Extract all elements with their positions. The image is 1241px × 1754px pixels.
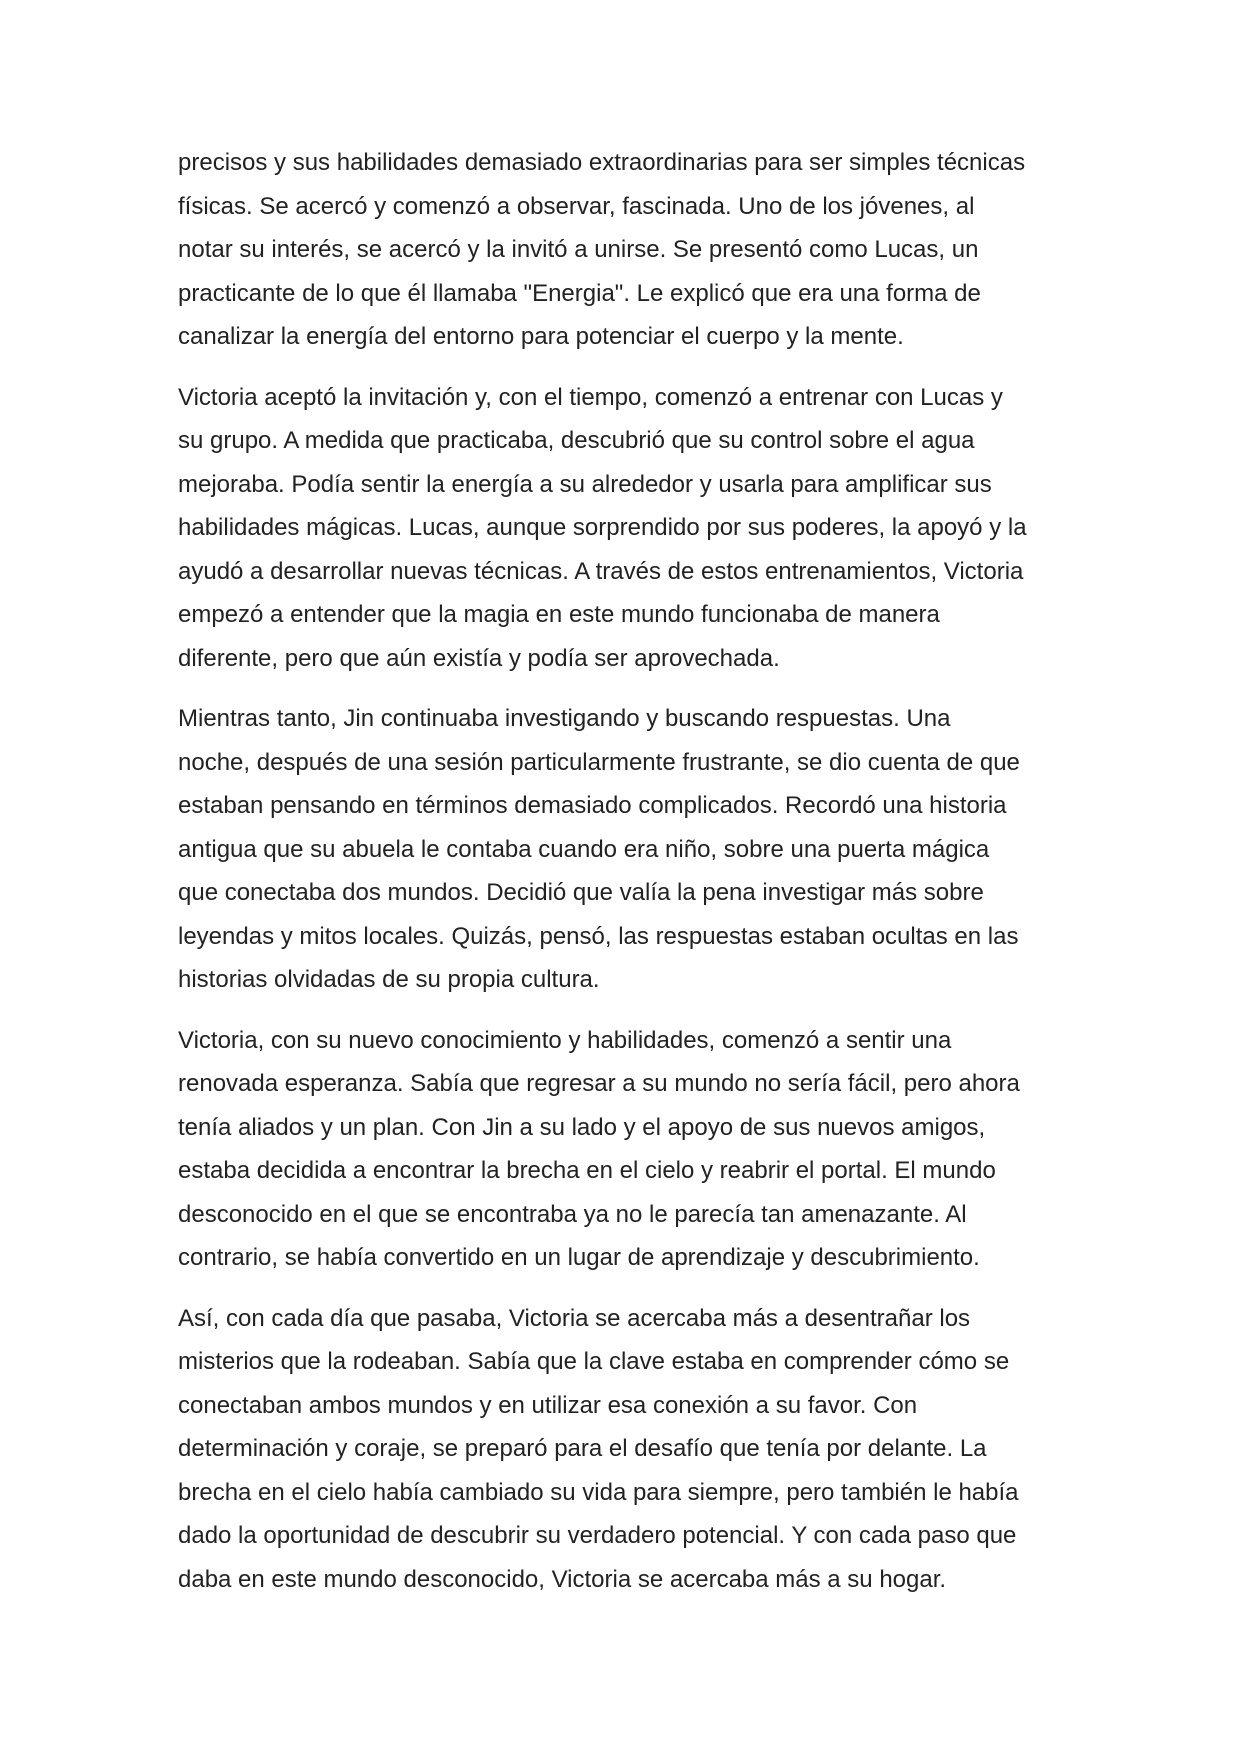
paragraph-1 xyxy=(178,141,1078,359)
paragraph-4 xyxy=(178,1019,1078,1280)
text-line: notar su interés, se acercó y la invitó a unirse. Se presentó como Lucas, un xyxy=(178,236,979,263)
text-line: Victoria, con su nuevo conocimiento y habilidades, comenzó a sentir una xyxy=(178,1026,952,1054)
text-line: antigua que su abuela le contaba cuando era niño, sobre una puerta mágica xyxy=(178,835,990,863)
text-line: historias olvidadas de su propia cultura. xyxy=(178,966,600,993)
text-line: Mientras tanto, Jin continuaba investigando y buscando respuestas. Una xyxy=(178,705,951,732)
text-line: misterios que la rodeaban. Sabía que la clave estaba en comprender cómo se xyxy=(178,1348,1010,1375)
text-line: noche, después de una sesión particularmente frustrante, se dio cuenta de que xyxy=(178,748,1020,776)
text-line: determinación y coraje, se preparó para el desafío que tenía por delante. La xyxy=(178,1435,987,1462)
text-line: leyendas y mitos locales. Quizás, pensó, las respuestas estaban ocultas en las xyxy=(178,922,1019,950)
text-line: Victoria aceptó la invitación y, con el tiempo, comenzó a entrenar con Lucas y xyxy=(178,383,1003,411)
text-line: estaban pensando en términos demasiado complicados. Recordó una historia xyxy=(178,792,1007,819)
paragraph-3 xyxy=(178,697,1078,1002)
text-line: empezó a entender que la magia en este mundo funcionaba de manera xyxy=(178,601,940,628)
text-line: físicas. Se acercó y comenzó a observar, fascinada. Uno de los jóvenes, al xyxy=(178,192,975,220)
text-line: dado la oportunidad de descubrir su verdadero potencial. Y con cada paso que xyxy=(178,1522,1017,1549)
document-body xyxy=(178,141,1078,1618)
text-line: contrario, se había convertido en un lugar de aprendizaje y descubrimiento. xyxy=(178,1244,980,1271)
text-line: su grupo. A medida que practicaba, descubrió que su control sobre el agua xyxy=(178,427,975,454)
text-line: mejoraba. Podía sentir la energía a su alrededor y usarla para amplificar sus xyxy=(178,470,992,498)
text-line: daba en este mundo desconocido, Victoria se acercaba más a su hogar. xyxy=(178,1565,947,1593)
paragraph-2 xyxy=(178,376,1078,681)
text-line: renovada esperanza. Sabía que regresar a su mundo no sería fácil, pero ahora xyxy=(178,1070,1020,1097)
text-line: brecha en el cielo había cambiado su vida para siempre, pero también le había xyxy=(178,1478,1019,1506)
text-line: diferente, pero que aún existía y podía ser aprovechada. xyxy=(178,644,780,672)
text-line: habilidades mágicas. Lucas, aunque sorprendido por sus poderes, la apoyó y la xyxy=(178,514,1027,541)
text-line: practicante de lo que él llamaba "Energia". Le explicó que era una forma de xyxy=(178,279,981,307)
text-line: canalizar la energía del entorno para potenciar el cuerpo y la mente. xyxy=(178,323,904,350)
text-line: Así, con cada día que pasaba, Victoria se acercaba más a desentrañar los xyxy=(178,1304,971,1332)
text-line: estaba decidida a encontrar la brecha en el cielo y reabrir el portal. El mundo xyxy=(178,1157,996,1184)
text-line: conectaban ambos mundos y en utilizar esa conexión a su favor. Con xyxy=(178,1391,918,1419)
text-line: tenía aliados y un plan. Con Jin a su lado y el apoyo de sus nuevos amigos, xyxy=(178,1113,986,1141)
text-line: que conectaba dos mundos. Decidió que valía la pena investigar más sobre xyxy=(178,879,984,906)
text-line: ayudó a desarrollar nuevas técnicas. A través de estos entrenamientos, Victoria xyxy=(178,557,1024,585)
text-line: precisos y sus habilidades demasiado extraordinarias para ser simples técnicas xyxy=(178,149,1026,176)
paragraph-5 xyxy=(178,1297,1078,1602)
text-line: desconocido en el que se encontraba ya no le parecía tan amenazante. Al xyxy=(178,1200,967,1228)
